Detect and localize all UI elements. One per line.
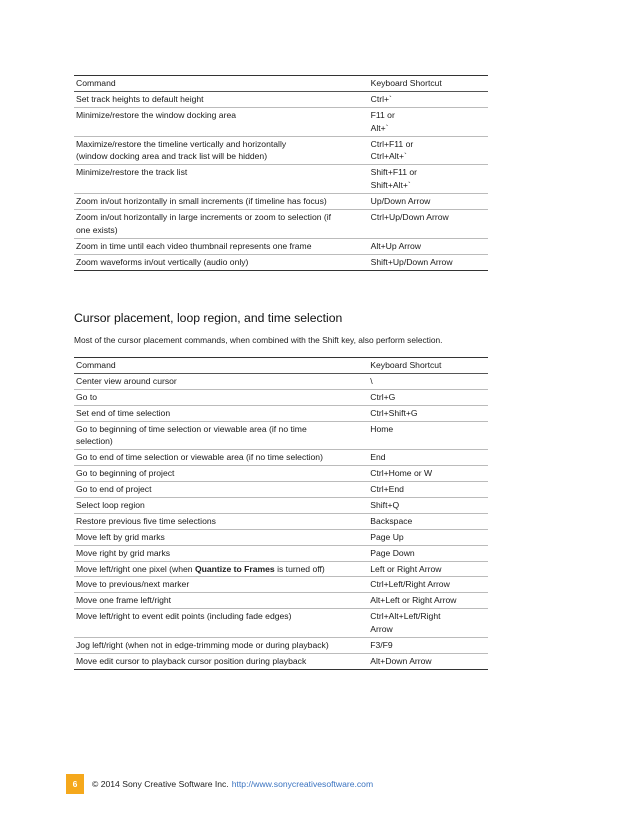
table-row: [74, 210, 488, 239]
command-text: Move to previous/next marker: [76, 579, 190, 590]
command-text: Set end of time selection: [76, 407, 171, 418]
table-row: [74, 450, 488, 466]
command-text: Set track heights to default height: [76, 93, 204, 104]
shortcut-text: Alt+Left or Right Arrow: [370, 595, 457, 606]
command-text: (window docking area and track list will be hidden): [76, 151, 268, 162]
table-row: [74, 529, 488, 545]
command-cell: [74, 609, 368, 638]
copyright-text: © 2014 Sony Creative Software Inc.: [92, 779, 229, 789]
shortcut-text: Alt+`: [370, 122, 389, 133]
shortcut-cell: [368, 405, 488, 421]
table-row: [74, 638, 488, 654]
command-text: Move left/right to event edit points (including fade edges): [76, 611, 292, 622]
column-header-command: Command: [76, 360, 116, 370]
shortcut-cell: [369, 210, 488, 239]
shortcut-text: Ctrl+`: [370, 93, 392, 104]
command-text: Restore previous five time selections: [76, 515, 216, 526]
section-intro-text: Most of the cursor placement commands, when combined with the Shift key, also perform selection.: [74, 335, 443, 345]
table-row: [74, 561, 488, 577]
command-text: Maximize/restore the timeline vertically and horizontally: [76, 138, 287, 149]
shortcut-text: F3/F9: [370, 640, 393, 651]
shortcut-text: Page Up: [370, 531, 404, 542]
column-header-command: Command: [76, 78, 116, 88]
section-heading: Cursor placement, loop region, and time selection: [74, 311, 343, 325]
shortcut-text: Shift+F11 or: [370, 167, 418, 178]
command-cell: [74, 254, 369, 270]
shortcut-text: Ctrl+End: [370, 484, 404, 495]
page-footer: [66, 774, 373, 794]
shortcut-cell: [369, 91, 488, 107]
command-cell: [74, 529, 368, 545]
table-row: [74, 498, 488, 514]
command-cell: [74, 389, 368, 405]
command-text: Select loop region: [76, 500, 145, 511]
command-cell: [74, 513, 368, 529]
table-row: [74, 466, 488, 482]
table-row: [74, 577, 488, 593]
table-row: [74, 91, 488, 107]
table-row: [74, 165, 488, 194]
shortcut-text: Left or Right Arrow: [370, 563, 442, 574]
table-row: [74, 653, 488, 669]
command-text: Jog left/right (when not in edge-trimming mode or during playback): [76, 640, 329, 651]
command-text: Minimize/restore the track list: [76, 167, 188, 178]
command-cell: [74, 593, 368, 609]
command-cell: [74, 466, 368, 482]
command-text: is turned off): [274, 563, 325, 574]
table-row: [74, 107, 488, 136]
table-header-row: [74, 76, 488, 92]
command-cell: [74, 653, 368, 669]
command-cell: [74, 577, 368, 593]
shortcut-text: Ctrl+Alt+Left/Right: [370, 611, 441, 622]
command-cell: [74, 194, 369, 210]
shortcut-text: Ctrl+Shift+G: [370, 407, 418, 418]
shortcut-text: Alt+Down Arrow: [370, 655, 432, 666]
command-text: Zoom in/out horizontally in large increments or zoom to selection (if: [76, 212, 332, 223]
command-cell: [74, 482, 368, 498]
shortcut-text: Backspace: [370, 515, 413, 526]
table-row: [74, 593, 488, 609]
shortcut-text: Ctrl+Up/Down Arrow: [370, 212, 449, 223]
page-number-badge: 6: [66, 774, 84, 794]
table-row: [74, 482, 488, 498]
command-text: Go to beginning of project: [76, 468, 175, 479]
shortcut-cell: [368, 609, 488, 638]
command-cell: [74, 91, 369, 107]
command-text: Move right by grid marks: [76, 547, 171, 558]
command-cell: [74, 561, 368, 577]
command-emphasis: Quantize to Frames: [194, 563, 275, 574]
shortcut-text: Ctrl+G: [370, 391, 396, 402]
command-text: Move left/right one pixel (when: [76, 563, 195, 574]
column-header-shortcut: Keyboard Shortcut: [370, 78, 442, 88]
table-row: [74, 389, 488, 405]
command-text: Zoom in/out horizontally in small increments (if timeline has focus): [76, 196, 327, 207]
command-text: selection): [76, 436, 113, 447]
shortcut-text: Home: [370, 423, 394, 434]
shortcut-cell: [368, 513, 488, 529]
shortcut-cell: [368, 561, 488, 577]
shortcut-cell: [368, 593, 488, 609]
shortcut-table-view: [74, 75, 488, 271]
shortcut-text: Ctrl+F11 or: [370, 138, 414, 149]
command-text: Go to beginning of time selection or viewable area (if no time: [76, 423, 307, 434]
shortcut-cell: [369, 165, 488, 194]
command-cell: [74, 238, 369, 254]
shortcut-cell: [369, 107, 488, 136]
shortcut-cell: [368, 389, 488, 405]
shortcut-cell: [368, 373, 488, 389]
command-text: Go to end of time selection or viewable area (if no time selection): [76, 452, 323, 463]
shortcut-cell: [368, 545, 488, 561]
table-row: [74, 421, 488, 450]
shortcut-cell: [368, 529, 488, 545]
table-row: [74, 545, 488, 561]
website-link[interactable]: http://www.sonycreativesoftware.com: [231, 779, 374, 789]
command-cell: [74, 107, 369, 136]
table-row: [74, 513, 488, 529]
shortcut-text: Ctrl+Alt+`: [370, 151, 407, 162]
shortcut-cell: [368, 653, 488, 669]
shortcut-cell: [369, 194, 488, 210]
shortcut-cell: [368, 466, 488, 482]
command-text: Minimize/restore the window docking area: [76, 109, 237, 120]
command-cell: [74, 373, 368, 389]
shortcut-cell: [368, 482, 488, 498]
shortcut-cell: [369, 238, 488, 254]
shortcut-text: Shift+Up/Down Arrow: [370, 256, 453, 267]
shortcut-text: Shift+Alt+`: [370, 180, 411, 191]
shortcut-cell: [368, 421, 488, 450]
shortcut-cell: [368, 450, 488, 466]
command-cell: [74, 405, 368, 421]
command-cell: [74, 545, 368, 561]
shortcut-text: End: [370, 452, 386, 463]
command-cell: [74, 165, 369, 194]
shortcut-text: Alt+Up Arrow: [370, 240, 422, 251]
table-row: [74, 405, 488, 421]
shortcut-cell: [369, 254, 488, 270]
command-text: Center view around cursor: [76, 375, 177, 386]
shortcut-table-cursor: [74, 357, 488, 670]
shortcut-text: Shift+Q: [370, 500, 400, 511]
command-text: one exists): [76, 224, 118, 235]
shortcut-text: Page Down: [370, 547, 415, 558]
command-cell: [74, 498, 368, 514]
shortcut-text: Arrow: [370, 624, 393, 635]
shortcut-text: F11 or: [370, 109, 395, 120]
shortcut-text: \: [370, 375, 373, 386]
shortcut-cell: [368, 638, 488, 654]
command-text: Go to: [76, 391, 98, 402]
command-text: Move one frame left/right: [76, 595, 172, 606]
shortcut-text: Ctrl+Left/Right Arrow: [370, 579, 450, 590]
command-text: Move left by grid marks: [76, 531, 165, 542]
shortcut-text: Up/Down Arrow: [370, 196, 431, 207]
command-cell: [74, 136, 369, 165]
table-row: [74, 136, 488, 165]
command-text: Zoom waveforms in/out vertically (audio only): [76, 256, 249, 267]
command-cell: [74, 421, 368, 450]
shortcut-text: Ctrl+Home or W: [370, 468, 433, 479]
command-cell: [74, 450, 368, 466]
command-cell: [74, 638, 368, 654]
table-row: [74, 194, 488, 210]
command-text: Go to end of project: [76, 484, 152, 495]
shortcut-cell: [369, 136, 488, 165]
table-row: [74, 609, 488, 638]
table-row: [74, 373, 488, 389]
column-header-shortcut: Keyboard Shortcut: [370, 360, 442, 370]
command-text: Zoom in time until each video thumbnail represents one frame: [76, 240, 312, 251]
shortcut-cell: [368, 577, 488, 593]
table-row: [74, 238, 488, 254]
command-text: Move edit cursor to playback cursor position during playback: [76, 655, 307, 666]
command-cell: [74, 210, 369, 239]
table-header-row: [74, 358, 488, 374]
table-row: [74, 254, 488, 270]
shortcut-cell: [368, 498, 488, 514]
